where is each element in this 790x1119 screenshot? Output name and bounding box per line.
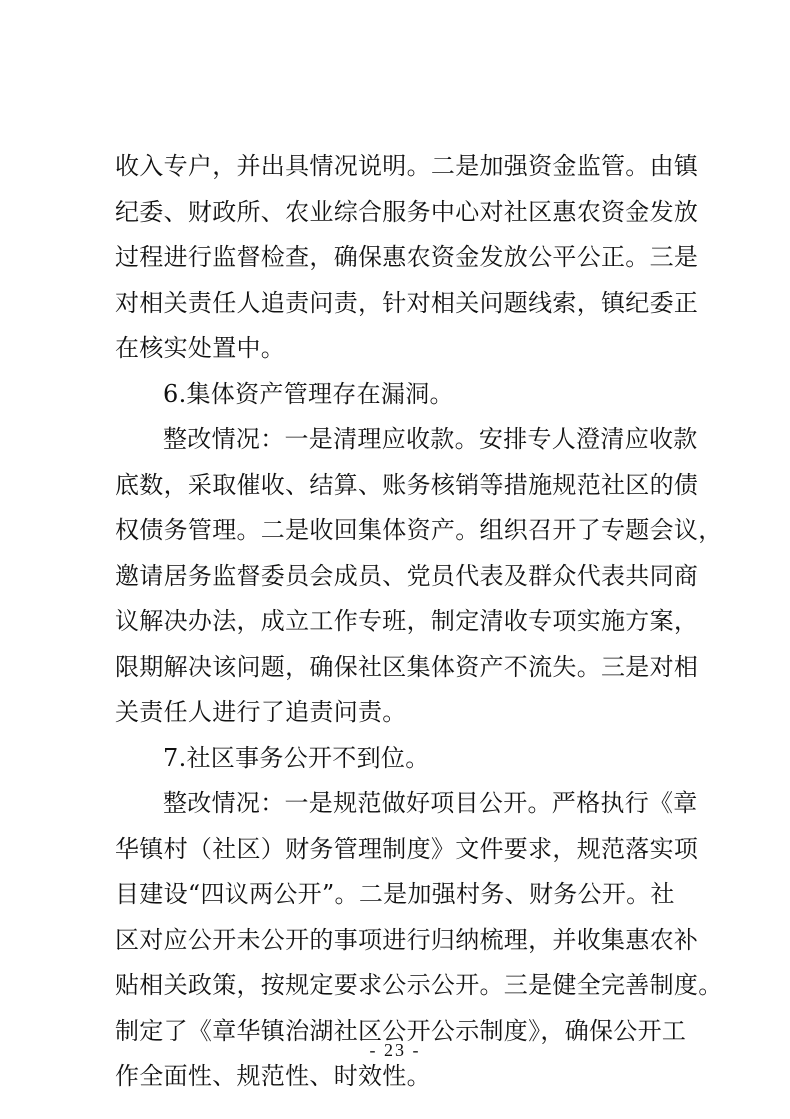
text-line: 作全面性、规范性、时效性。 bbox=[115, 1062, 431, 1090]
text-line: 限期解决该问题，确保社区集体资产不流失。三是对相 bbox=[115, 652, 699, 681]
text-line: 关责任人进行了追责问责。 bbox=[115, 698, 407, 726]
text-line: 目建设“四议两公开”。二是加强村务、财务公开。社 bbox=[115, 880, 675, 908]
page-number: - 23 - bbox=[369, 1040, 421, 1060]
text-line: 收入专户，并出具情况说明。二是加强资金监管。由镇 bbox=[115, 152, 699, 180]
paragraph-start: 整改情况：一是清理应收款。安排专人澄清应收款 bbox=[163, 425, 698, 453]
text-line: 对相关责任人追责问责，针对相关问题线索，镇纪委正 bbox=[115, 288, 699, 317]
section-heading: 6.集体资产管理存在漏洞。 bbox=[163, 379, 454, 408]
text-line: 制定了《章华镇治湖社区公开公示制度》，确保公开工 bbox=[115, 1016, 687, 1045]
text-line: 议解决办法，成立工作专班，制定清收专项实施方案， bbox=[115, 607, 699, 635]
text-line: 在核实处置中。 bbox=[115, 334, 286, 362]
text-line: 区对应公开未公开的事项进行归纳梳理，并收集惠农补 bbox=[115, 925, 699, 954]
text-line: 过程进行监督检查，确保惠农资金发放公平公正。三是 bbox=[115, 243, 699, 271]
section-heading: 7.社区事务公开不到位。 bbox=[163, 743, 430, 772]
text-line: 权债务管理。二是收回集体资产。组织召开了专题会议， bbox=[115, 516, 723, 544]
text-line: 贴相关政策，按规定要求公示公开。三是健全完善制度。 bbox=[115, 971, 723, 999]
paragraph-start: 整改情况：一是规范做好项目公开。严格执行《章 bbox=[163, 789, 698, 817]
document-body bbox=[115, 144, 723, 1100]
text-line: 纪委、财政所、农业综合服务中心对社区惠农资金发放 bbox=[115, 197, 699, 226]
text-line: 邀请居务监督委员会成员、党员代表及群众代表共同商 bbox=[115, 561, 699, 590]
text-line: 华镇村（社区）财务管理制度》文件要求，规范落实项 bbox=[115, 834, 699, 863]
text-line: 底数，采取催收、结算、账务核销等措施规范社区的债 bbox=[115, 470, 699, 499]
